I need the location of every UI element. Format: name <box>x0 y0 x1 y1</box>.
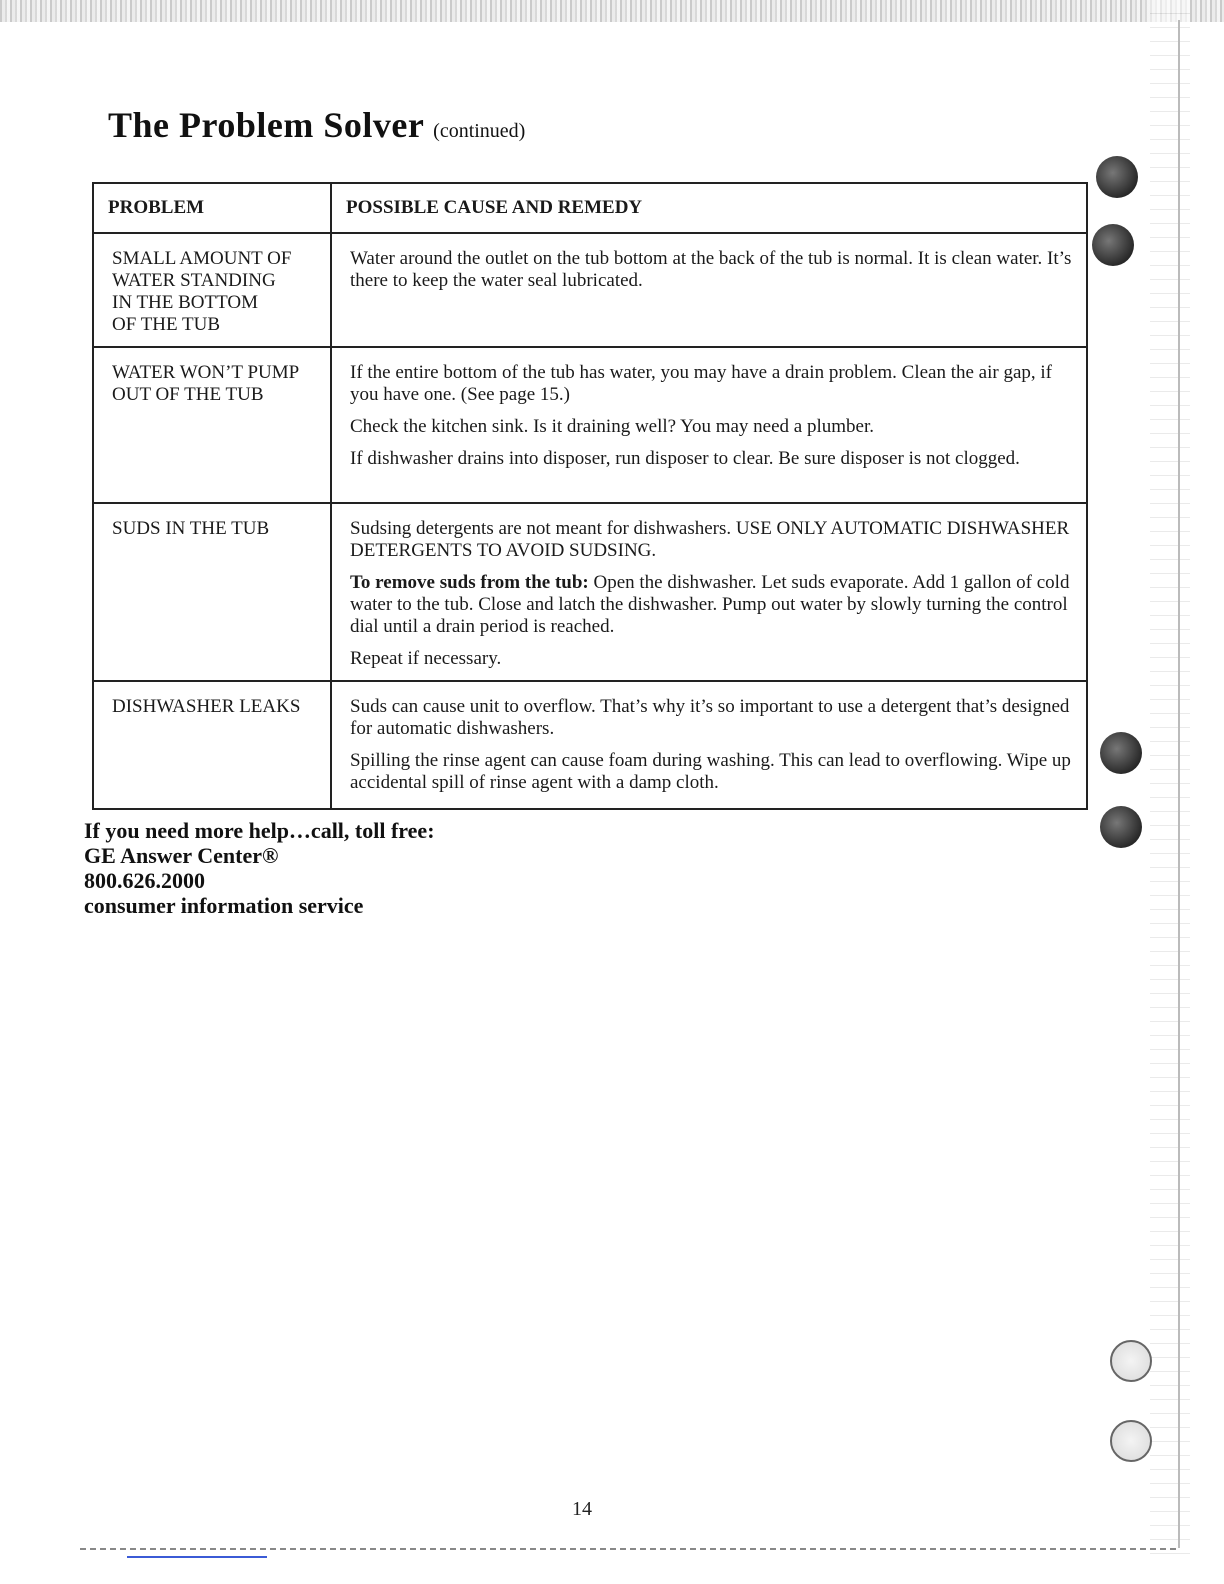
help-answer-center: GE Answer Center® <box>84 843 279 868</box>
table-row <box>93 503 1087 681</box>
remedy-paragraph <box>350 362 1072 406</box>
problem-solver-table <box>92 182 1088 810</box>
header-remedy: POSSIBLE CAUSE AND REMEDY <box>331 183 1087 233</box>
remedy-text: If the entire bottom of the tub has water, you may have a drain problem. Clean the air gap, if you have one. (See page 15.) <box>350 362 1053 405</box>
remedy-text: Repeat if necessary. <box>350 648 502 669</box>
remedy-paragraph <box>350 518 1072 562</box>
problem-cell <box>93 233 331 347</box>
remedy-cell <box>331 503 1087 681</box>
table-row <box>93 233 1087 347</box>
remedy-text: Spilling the rinse agent can cause foam during washing. This can lead to overflowing. Wipe up accidental spill of rinse agent with a damp cloth. <box>350 750 1071 793</box>
table-header-row <box>93 183 1087 233</box>
remedy-paragraph <box>350 448 1072 470</box>
remedy-text: Check the kitchen sink. Is it draining well? You may need a plumber. <box>350 416 874 437</box>
remedy-text: Suds can cause unit to overflow. That’s why it’s so important to use a detergent that’s designed for automatic dishwashers. <box>350 696 1070 739</box>
table-body <box>93 233 1087 809</box>
remedy-paragraph <box>350 648 1072 670</box>
remedy-paragraph <box>350 572 1072 638</box>
remedy-paragraph <box>350 248 1072 292</box>
page-title-text: The Problem Solver <box>108 105 424 145</box>
page-right-edge <box>1178 20 1180 1550</box>
remedy-text: If dishwasher drains into disposer, run disposer to clear. Be sure disposer is not clogged. <box>350 448 1020 469</box>
page-number: 14 <box>572 1498 592 1520</box>
remedy-text: Open the dishwasher. Let suds evaporate. Add 1 gallon of cold water to the tub. Close and latch the dishwasher. Pump out water by slowly turning the control dial until a drain period is reached. <box>350 572 1070 637</box>
punch-hole-icon <box>1100 732 1142 774</box>
help-call-line: If you need more help…call, toll free: <box>84 818 435 843</box>
problem-cell <box>93 681 331 809</box>
punch-hole-icon <box>1100 806 1142 848</box>
remedy-paragraph <box>350 416 1072 438</box>
table-row <box>93 681 1087 809</box>
scan-top-border <box>0 0 1224 22</box>
remedy-text: Water around the outlet on the tub bottom at the back of the tub is normal. It is clean water. It’s there to keep the water seal lubricated. <box>350 248 1072 291</box>
problem-line: OF THE TUB <box>112 314 221 335</box>
remedy-emphasis: To remove suds from the tub: <box>350 572 589 593</box>
punch-hole-icon <box>1110 1340 1152 1382</box>
problem-cell <box>93 347 331 503</box>
problem-line: SUDS IN THE TUB <box>112 518 270 539</box>
problem-line: WATER WON’T PUMP <box>112 362 300 383</box>
page-title <box>108 104 525 146</box>
problem-cell <box>93 503 331 681</box>
punch-hole-icon <box>1092 224 1134 266</box>
help-block <box>84 818 435 918</box>
header-problem: PROBLEM <box>93 183 331 233</box>
scan-bottom-border <box>80 1548 1180 1550</box>
page-title-suffix: (continued) <box>433 120 526 142</box>
help-phone-number: 800.626.2000 <box>84 868 205 893</box>
remedy-cell <box>331 233 1087 347</box>
help-service-line: consumer information service <box>84 893 364 918</box>
problem-line: OUT OF THE TUB <box>112 384 264 405</box>
problem-line: DISHWASHER LEAKS <box>112 696 301 717</box>
punch-hole-icon <box>1096 156 1138 198</box>
remedy-cell <box>331 347 1087 503</box>
remedy-paragraph <box>350 696 1072 740</box>
remedy-paragraph <box>350 750 1072 794</box>
problem-line: IN THE BOTTOM <box>112 292 259 313</box>
scan-blue-mark <box>127 1556 267 1558</box>
remedy-cell <box>331 681 1087 809</box>
problem-line: WATER STANDING <box>112 270 276 291</box>
table-row <box>93 347 1087 503</box>
problem-line: SMALL AMOUNT OF <box>112 248 292 269</box>
punch-hole-icon <box>1110 1420 1152 1462</box>
scan-right-margin <box>1150 0 1190 1560</box>
remedy-text: Sudsing detergents are not meant for dishwashers. USE ONLY AUTOMATIC DISHWASHER DETERGENTS TO AVOID SUDSING. <box>350 518 1070 561</box>
